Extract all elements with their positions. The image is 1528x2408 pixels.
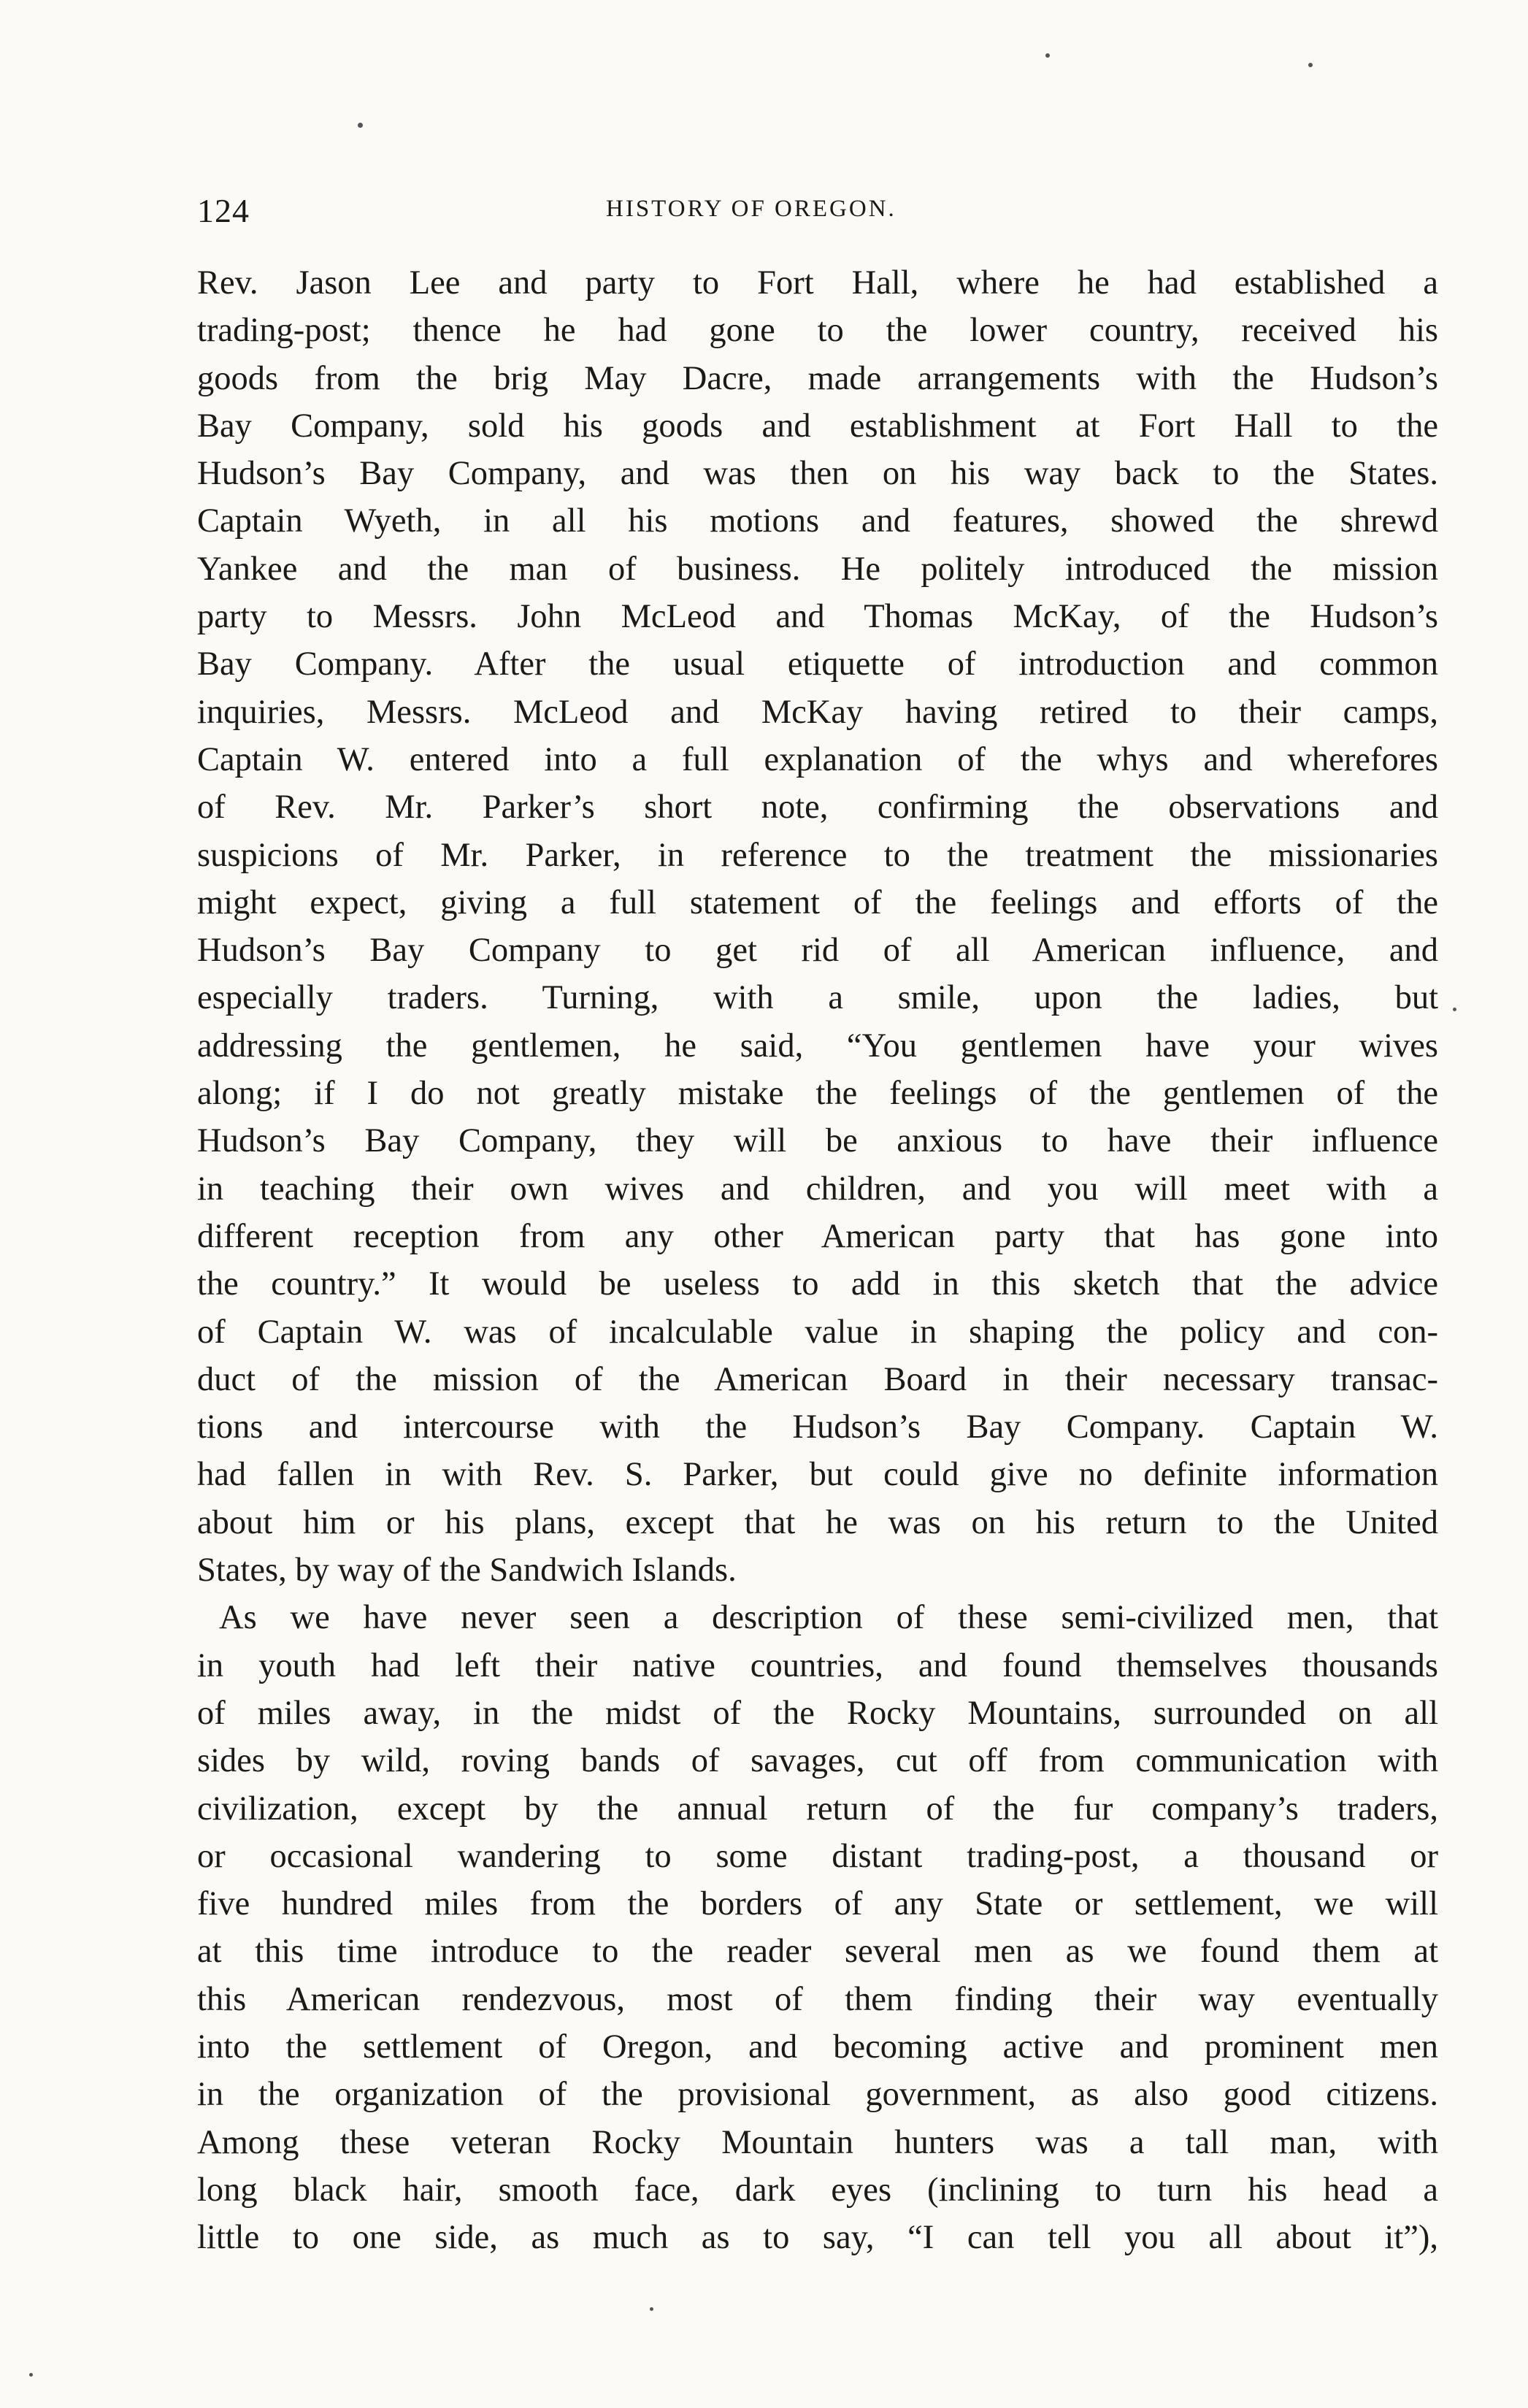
scan-speck xyxy=(1045,53,1050,58)
scan-speck xyxy=(1453,1008,1456,1011)
text-line: Hudson’s Bay Company to get rid of all American influence, and xyxy=(197,932,1438,970)
text-line: party to Messrs. John McLeod and Thomas McKay, of the Hudson’s xyxy=(197,598,1438,636)
text-line: at this time introduce to the reader several men as we found them at xyxy=(197,1933,1438,1971)
text-line: duct of the mission of the American Board in their necessary transac- xyxy=(197,1360,1438,1398)
scan-speck xyxy=(358,123,363,128)
text-line: into the settlement of Oregon, and becoming active and prominent men xyxy=(197,2028,1438,2066)
text-line: this American rendezvous, most of them finding their way eventually xyxy=(197,1980,1438,2018)
text-line: sides by wild, roving bands of savages, cut off from communication with xyxy=(197,1742,1438,1780)
text-line: suspicions of Mr. Parker, in reference to the treatment the missionaries xyxy=(197,836,1438,874)
text-line: goods from the brig May Dacre, made arrangements with the Hudson’s xyxy=(197,359,1438,397)
text-line: trading-post; thence he had gone to the lower country, received his xyxy=(197,312,1438,350)
text-line: of miles away, in the midst of the Rocky Mountains, surrounded on all xyxy=(197,1694,1438,1732)
text-line: Hudson’s Bay Company, and was then on his way back to the States. xyxy=(197,455,1438,493)
text-line: had fallen in with Rev. S. Parker, but could give no definite information xyxy=(197,1456,1438,1494)
text-line: civilization, except by the annual return of the fur company’s traders, xyxy=(197,1790,1438,1828)
text-line: or occasional wandering to some distant trading-post, a thousand or xyxy=(197,1837,1438,1875)
header-title: HISTORY OF OREGON. xyxy=(606,196,897,222)
text-line: Captain Wyeth, in all his motions and features, showed the shrewd xyxy=(197,502,1438,540)
running-head xyxy=(197,191,1438,242)
text-line: Captain W. entered into a full explanation of the whys and wherefores xyxy=(197,740,1438,778)
paragraph-start-line: As we have never seen a description of these semi-civilized men, that xyxy=(219,1599,1438,1637)
text-line: about him or his plans, except that he was on his return to the United xyxy=(197,1503,1438,1541)
scan-speck xyxy=(1308,63,1313,67)
text-line: different reception from any other American party that has gone into xyxy=(197,1217,1438,1255)
text-line: addressing the gentlemen, he said, “You gentlemen have your wives xyxy=(197,1027,1438,1065)
text-line: Bay Company, sold his goods and establishment at Fort Hall to the xyxy=(197,407,1438,445)
text-line: in the organization of the provisional government, as also good citizens. xyxy=(197,2076,1438,2114)
text-line: of Rev. Mr. Parker’s short note, confirming the observations and xyxy=(197,789,1438,827)
text-line: Among these veteran Rocky Mountain hunters was a tall man, with xyxy=(197,2123,1438,2161)
text-line: in youth had left their native countries, and found themselves thousands xyxy=(197,1646,1438,1684)
text-line: along; if I do not greatly mistake the feelings of the gentlemen of the xyxy=(197,1075,1438,1113)
text-line: long black hair, smooth face, dark eyes (inclining to turn his head a xyxy=(197,2171,1438,2209)
text-line: especially traders. Turning, with a smile, upon the ladies, but xyxy=(197,979,1438,1017)
text-line: Hudson’s Bay Company, they will be anxious to have their influence xyxy=(197,1122,1438,1160)
text-line: Bay Company. After the usual etiquette of introduction and common xyxy=(197,645,1438,683)
text-line: tions and intercourse with the Hudson’s Bay Company. Captain W. xyxy=(197,1408,1438,1446)
text-line: little to one side, as much as to say, “I can tell you all about it”), xyxy=(197,2219,1438,2257)
text-line: the country.” It would be useless to add in this sketch that the advice xyxy=(197,1265,1438,1303)
text-line: five hundred miles from the borders of any State or settlement, we will xyxy=(197,1885,1438,1923)
text-line: Rev. Jason Lee and party to Fort Hall, where he had established a xyxy=(197,264,1438,302)
text-line: Yankee and the man of business. He politely introduced the mission xyxy=(197,550,1438,588)
text-line: of Captain W. was of incalculable value in shaping the policy and con- xyxy=(197,1313,1438,1351)
body-text xyxy=(197,259,1438,2261)
scan-speck xyxy=(29,2373,33,2377)
text-line: in teaching their own wives and children, and you will meet with a xyxy=(197,1170,1438,1208)
text-line: inquiries, Messrs. McLeod and McKay having retired to their camps, xyxy=(197,693,1438,731)
text-line: States, by way of the Sandwich Islands. xyxy=(197,1552,737,1590)
page-number: 124 xyxy=(197,192,250,229)
text-line: might expect, giving a full statement of the feelings and efforts of the xyxy=(197,883,1438,921)
scan-speck xyxy=(650,2307,653,2311)
